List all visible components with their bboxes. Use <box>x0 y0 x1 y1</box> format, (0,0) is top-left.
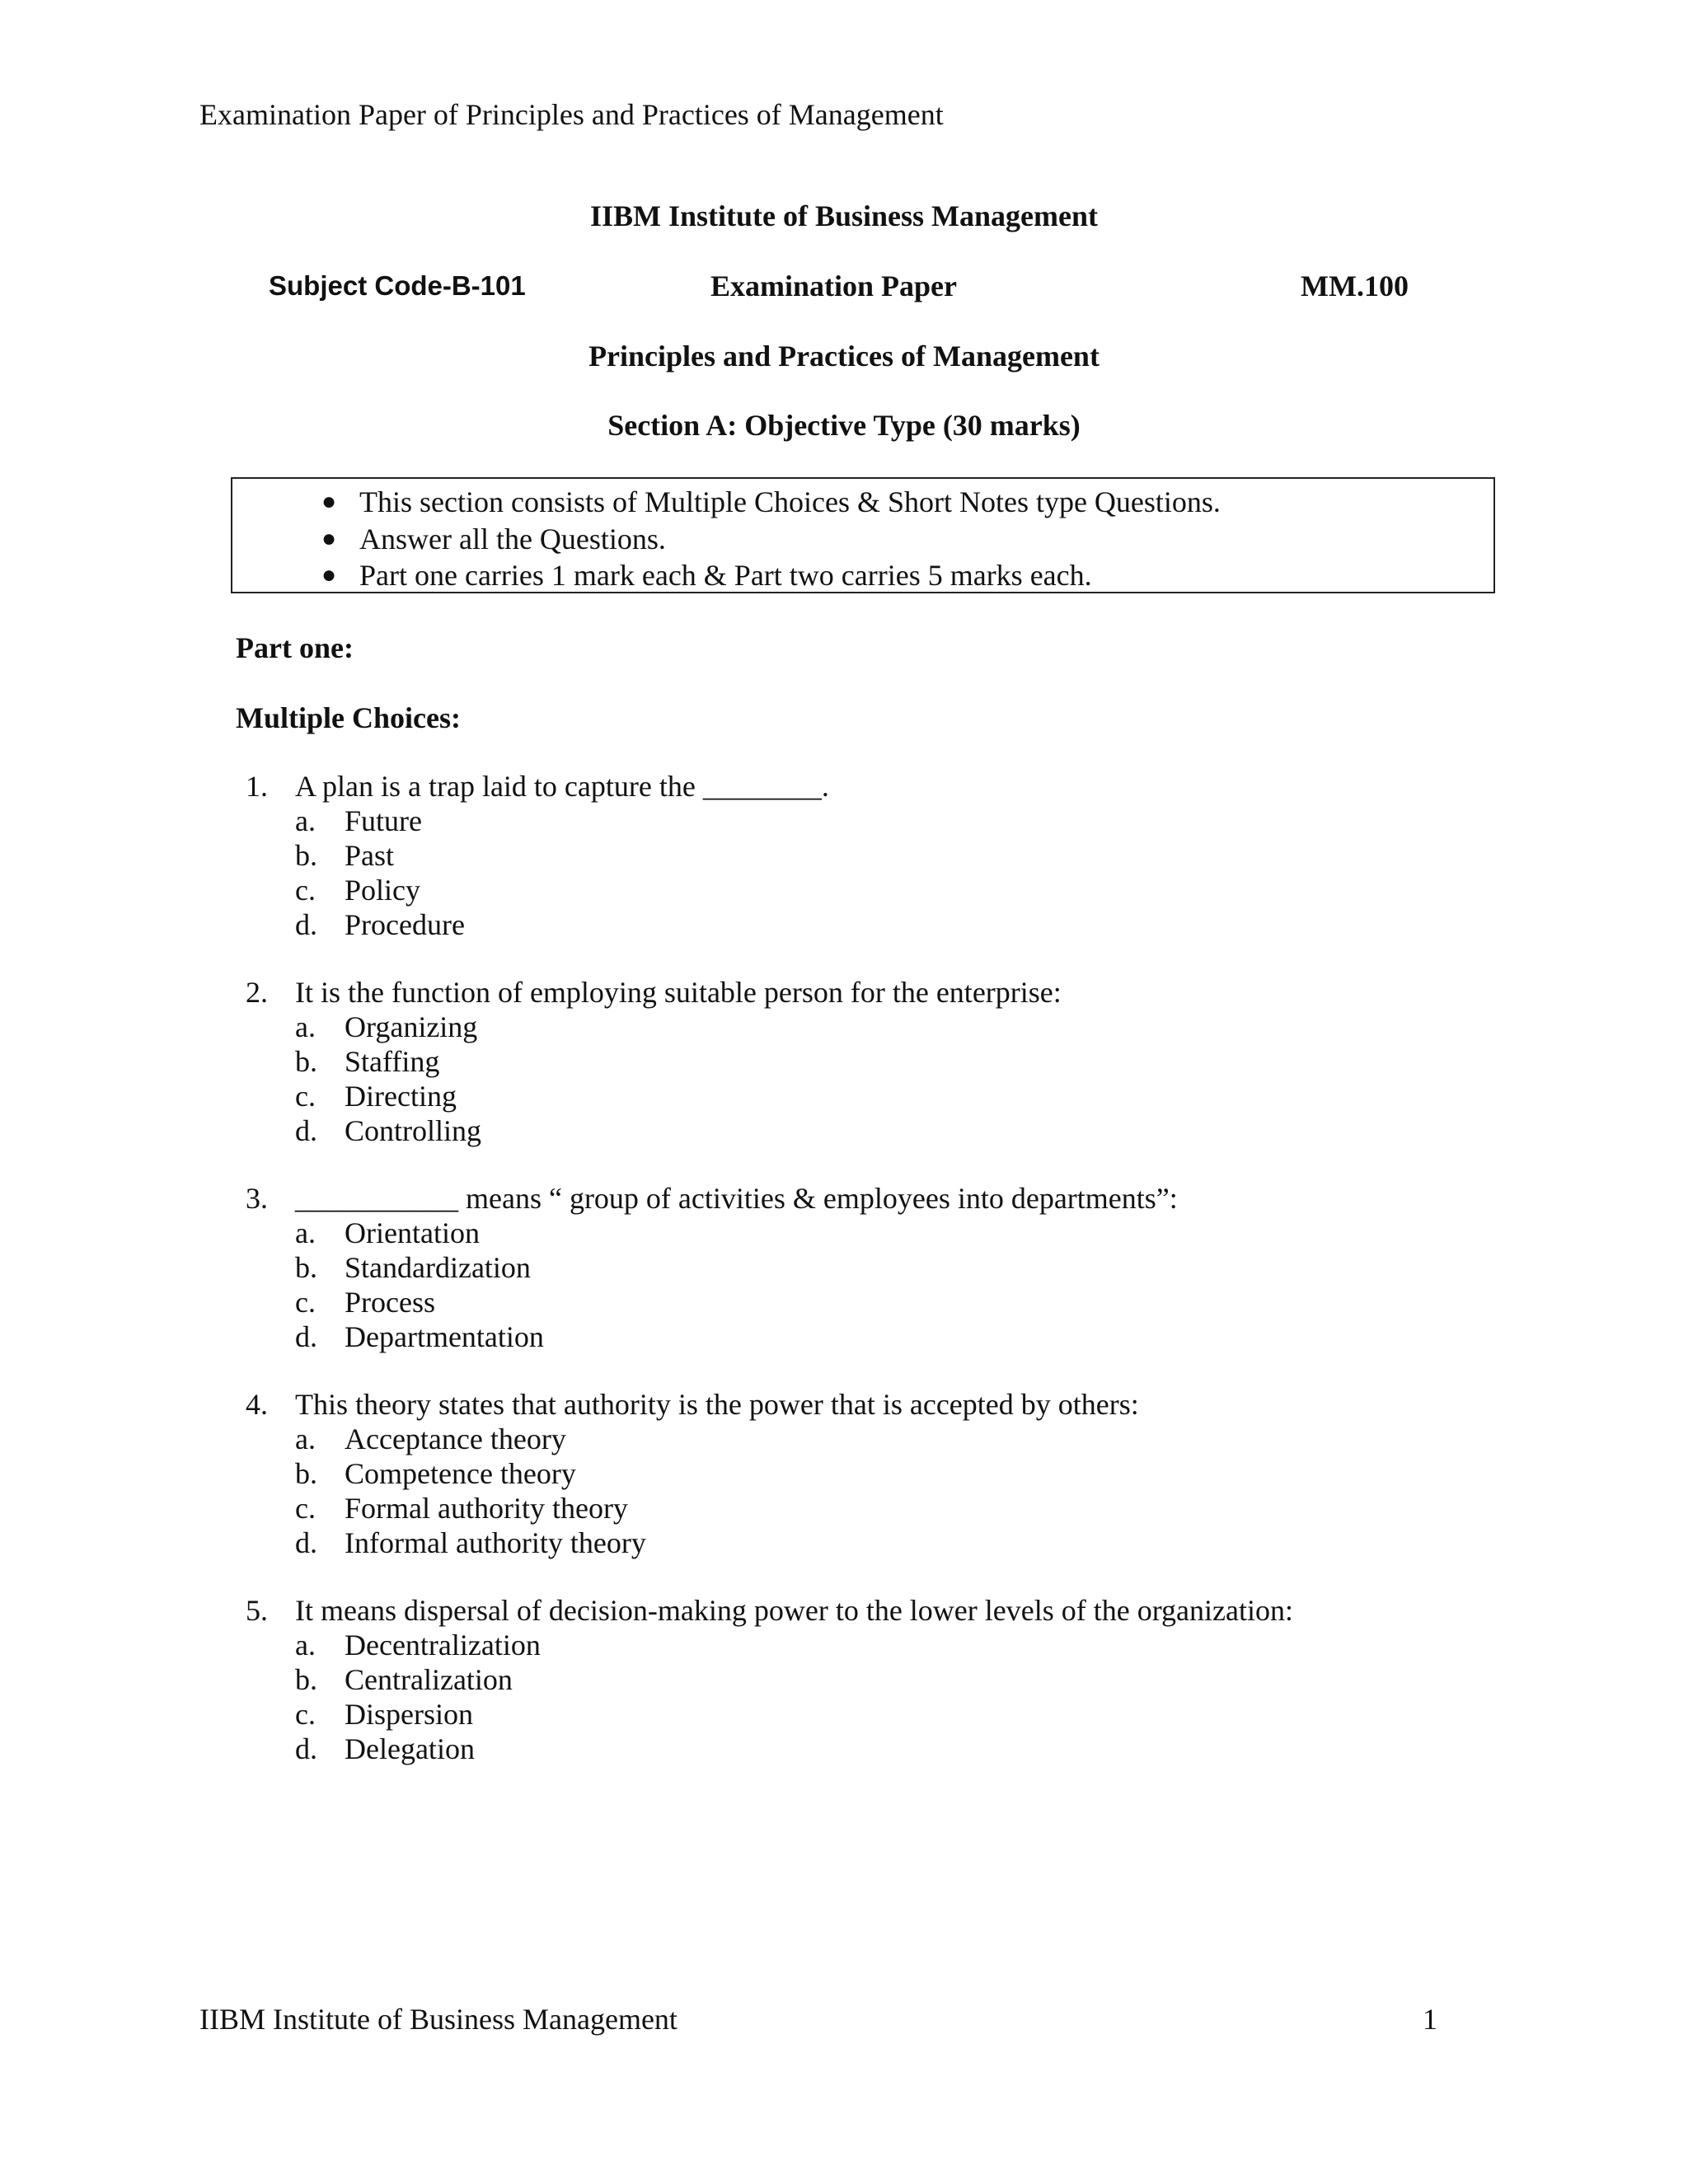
institute-title: IIBM Institute of Business Management <box>589 199 1099 232</box>
option-text: Orientation <box>345 1216 480 1249</box>
option-letter: c. <box>295 874 316 907</box>
question-number: 5. <box>246 1594 268 1627</box>
option-text: Policy <box>345 874 421 907</box>
option-b <box>0 1662 1688 1697</box>
instruction-text: Answer all the Questions. <box>359 522 666 555</box>
option-a <box>0 804 1688 838</box>
question-text: This theory states that authority is the power that is accepted by others: <box>295 1388 1139 1421</box>
option-text: Procedure <box>345 908 465 941</box>
question-2 <box>0 975 1688 1148</box>
option-letter: b. <box>295 1457 317 1490</box>
question-line <box>0 1387 1688 1422</box>
option-text: Competence theory <box>345 1457 576 1490</box>
option-text: Organizing <box>345 1010 478 1043</box>
question-4 <box>0 1387 1688 1560</box>
question-line <box>0 1181 1688 1216</box>
instruction-item <box>232 521 1221 558</box>
instruction-item <box>232 484 1221 521</box>
instruction-item <box>232 557 1221 594</box>
option-letter: b. <box>295 839 317 872</box>
option-text: Directing <box>345 1080 457 1113</box>
question-text: A plan is a trap laid to capture the ________. <box>295 770 829 803</box>
instruction-text: Part one carries 1 mark each & Part two carries 5 marks each. <box>359 559 1092 592</box>
instruction-text: This section consists of Multiple Choices & Short Notes type Questions. <box>359 485 1221 518</box>
question-3 <box>0 1181 1688 1354</box>
bullet-icon: ● <box>321 488 337 515</box>
question-number: 2. <box>246 976 268 1009</box>
paper-label: Examination Paper <box>710 269 958 302</box>
question-5 <box>0 1593 1688 1766</box>
option-d <box>0 1526 1688 1560</box>
multiple-choices-heading: Multiple Choices: <box>236 701 461 734</box>
option-c <box>0 1079 1688 1113</box>
bullet-icon: ● <box>321 524 337 552</box>
option-letter: c. <box>295 1698 316 1731</box>
question-number: 3. <box>246 1182 268 1215</box>
subject-code: Subject Code-B-101 <box>269 270 526 301</box>
question-number: 1. <box>246 770 268 803</box>
option-text: Controlling <box>345 1114 482 1147</box>
option-d <box>0 1732 1688 1766</box>
running-header: Examination Paper of Principles and Practices of Management <box>199 98 944 131</box>
option-c <box>0 1697 1688 1732</box>
option-letter: b. <box>295 1045 317 1078</box>
option-d <box>0 907 1688 942</box>
option-text: Decentralization <box>345 1629 541 1661</box>
option-letter: c. <box>295 1286 316 1319</box>
option-c <box>0 1491 1688 1526</box>
option-text: Standardization <box>345 1251 531 1284</box>
question-text: ___________ means “ group of activities & employees into departments”: <box>295 1182 1178 1215</box>
course-title: Principles and Practices of Management <box>588 340 1100 373</box>
option-letter: c. <box>295 1080 316 1113</box>
option-letter: d. <box>295 1732 317 1765</box>
option-text: Staffing <box>345 1045 440 1078</box>
option-text: Process <box>345 1286 435 1319</box>
instructions-box <box>231 477 1495 593</box>
option-b <box>0 1250 1688 1285</box>
question-text: It means dispersal of decision-making power to the lower levels of the organization: <box>295 1594 1293 1627</box>
option-letter: a. <box>295 1216 316 1249</box>
question-number: 4. <box>246 1388 268 1421</box>
option-text: Informal authority theory <box>345 1526 646 1559</box>
option-letter: d. <box>295 1320 317 1353</box>
question-line <box>0 975 1688 1010</box>
section-title: Section A: Objective Type (30 marks) <box>607 409 1081 442</box>
option-text: Past <box>345 839 395 872</box>
option-b <box>0 1456 1688 1491</box>
running-footer: IIBM Institute of Business Management <box>199 2003 678 2036</box>
option-d <box>0 1319 1688 1354</box>
option-b <box>0 1044 1688 1079</box>
option-letter: b. <box>295 1663 317 1696</box>
question-1 <box>0 769 1688 942</box>
question-text: It is the function of employing suitable person for the enterprise: <box>295 976 1062 1009</box>
option-a <box>0 1010 1688 1044</box>
option-text: Acceptance theory <box>345 1422 566 1455</box>
max-marks: MM.100 <box>1301 269 1409 302</box>
part-heading: Part one: <box>236 631 354 664</box>
option-a <box>0 1422 1688 1456</box>
option-text: Future <box>345 804 422 837</box>
option-d <box>0 1113 1688 1148</box>
option-letter: a. <box>295 1629 316 1661</box>
option-text: Delegation <box>345 1732 475 1765</box>
option-c <box>0 873 1688 907</box>
option-letter: a. <box>295 804 316 837</box>
option-c <box>0 1285 1688 1319</box>
option-b <box>0 838 1688 873</box>
option-letter: b. <box>295 1251 317 1284</box>
option-letter: d. <box>295 1114 317 1147</box>
option-letter: d. <box>295 1526 317 1559</box>
option-text: Centralization <box>345 1663 513 1696</box>
instructions-list <box>232 484 1221 594</box>
option-letter: a. <box>295 1010 316 1043</box>
option-letter: d. <box>295 908 317 941</box>
option-text: Departmentation <box>345 1320 544 1353</box>
option-a <box>0 1216 1688 1250</box>
option-text: Formal authority theory <box>345 1492 628 1525</box>
question-line <box>0 1593 1688 1628</box>
question-line <box>0 769 1688 804</box>
option-letter: c. <box>295 1492 316 1525</box>
option-text: Dispersion <box>345 1698 473 1731</box>
subject-row <box>0 268 1688 304</box>
option-a <box>0 1628 1688 1662</box>
bullet-icon: ● <box>321 561 337 588</box>
page-number: 1 <box>1423 2003 1437 2036</box>
option-letter: a. <box>295 1422 316 1455</box>
